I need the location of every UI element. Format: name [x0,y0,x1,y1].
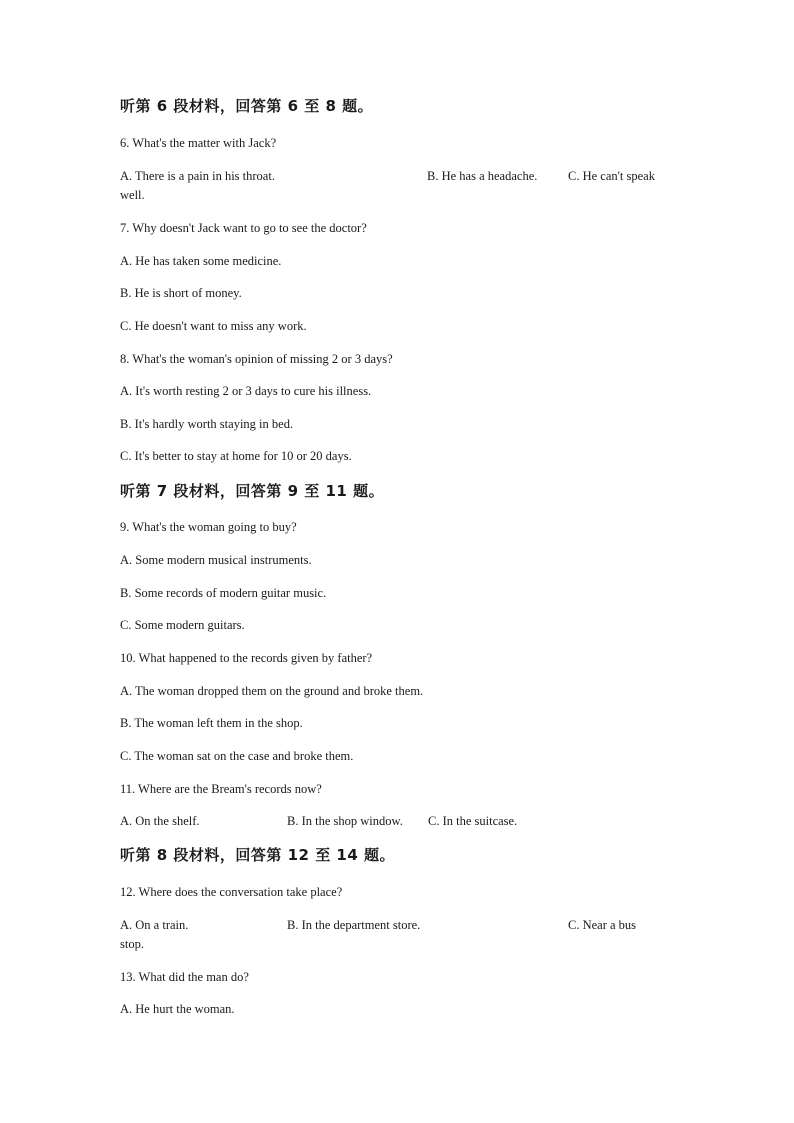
q8-option-a: A. It's worth resting 2 or 3 days to cure his illness. [120,384,372,398]
q12-option-b: B. In the department store. [287,918,421,932]
question-12: 12. Where does the conversation take place? [120,885,343,899]
question-7: 7. Why doesn't Jack want to go to see the doctor? [120,221,367,235]
question-10: 10. What happened to the records given by father? [120,651,373,665]
question-6: 6. What's the matter with Jack? [120,136,277,150]
q9-option-a: A. Some modern musical instruments. [120,553,312,567]
q6-option-a: A. There is a pain in his throat. [120,169,275,183]
q11-option-b: B. In the shop window. [287,814,403,828]
q8-option-b: B. It's hardly worth staying in bed. [120,417,294,431]
q10-option-a: A. The woman dropped them on the ground and broke them. [120,684,424,698]
q12-option-c-continued: stop. [120,937,144,951]
section-heading-7: 听第 7 段材料，回答第 9 至 11 题。 [120,482,385,500]
q6-option-b: B. He has a headache. [427,169,538,183]
q9-option-b: B. Some records of modern guitar music. [120,586,327,600]
q12-option-a: A. On a train. [120,918,189,932]
q13-option-a: A. He hurt the woman. [120,1002,235,1016]
section-heading-6: 听第 6 段材料，回答第 6 至 8 题。 [120,97,374,115]
q7-option-a: A. He has taken some medicine. [120,254,282,268]
q7-option-c: C. He doesn't want to miss any work. [120,319,307,333]
q9-option-c: C. Some modern guitars. [120,618,245,632]
q7-option-b: B. He is short of money. [120,286,242,300]
q11-option-c: C. In the suitcase. [428,814,518,828]
q8-option-c: C. It's better to stay at home for 10 or 20 days. [120,449,352,463]
q6-option-c-continued: well. [120,188,145,202]
q12-option-c: C. Near a bus [568,918,637,932]
q10-option-b: B. The woman left them in the shop. [120,716,303,730]
q6-option-c: C. He can't speak [568,169,655,183]
question-9: 9. What's the woman going to buy? [120,520,297,534]
question-8: 8. What's the woman's opinion of missing 2 or 3 days? [120,352,393,366]
section-heading-8: 听第 8 段材料，回答第 12 至 14 题。 [120,846,396,864]
q10-option-c: C. The woman sat on the case and broke them. [120,749,354,763]
question-13: 13. What did the man do? [120,970,249,984]
q11-option-a: A. On the shelf. [120,814,200,828]
question-11: 11. Where are the Bream's records now? [120,782,322,796]
